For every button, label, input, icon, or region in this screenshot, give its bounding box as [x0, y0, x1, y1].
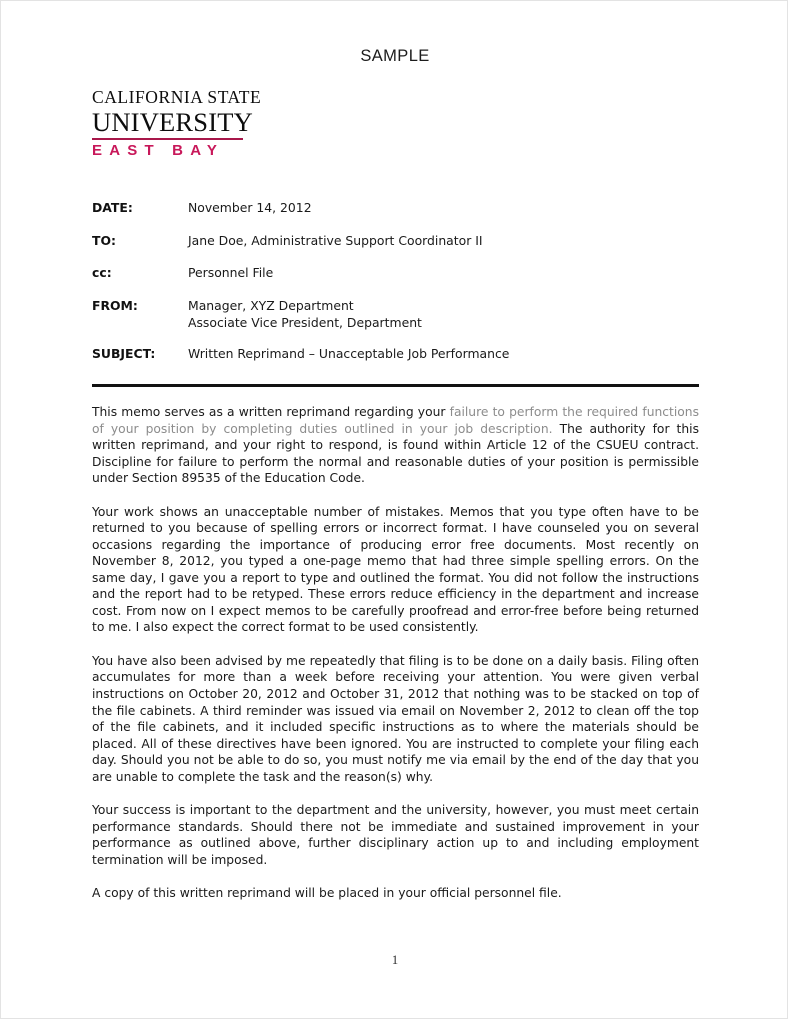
memo-value-from-line2: Associate Vice President, Department	[188, 314, 422, 330]
body-paragraph-5: A copy of this written reprimand will be placed in your official personnel file.	[92, 886, 562, 901]
memo-value-subject: Written Reprimand – Unacceptable Job Performance	[188, 345, 510, 361]
paragraph-1-gray-run: failure to perform the required functions of your position by completing duties outlined in your job description.	[92, 405, 700, 436]
sample-watermark-label: SAMPLE	[360, 47, 430, 65]
memo-value-to: Jane Doe, Administrative Support Coordinator II	[188, 232, 483, 248]
memo-row-from	[92, 298, 702, 331]
memo-body	[92, 404, 699, 902]
logo-line-california-state: CALIFORNIA STATE	[92, 87, 262, 107]
body-paragraph-1	[92, 404, 699, 487]
memo-row-cc	[92, 265, 702, 282]
paragraph-1-black-tail: The authority for this written reprimand, and your right to respond, is found within Article 12 of the CSUEU contract. Discipline for failure to perform the normal and reasonable duties of your position is permissible under Section 89535 of the Education Code.	[92, 421, 699, 486]
memo-label-date: DATE:	[92, 200, 133, 215]
memo-header-fields	[92, 200, 702, 378]
memo-row-date	[92, 200, 702, 217]
logo-line-university: UNIVERSITY	[92, 106, 253, 137]
logo-divider-rule	[92, 138, 243, 140]
logo-line-east-bay: EAST BAY	[92, 141, 225, 159]
memo-row-to	[92, 233, 702, 250]
memo-value-cc: Personnel File	[188, 265, 274, 281]
body-paragraph-2: Your work shows an unacceptable number of mistakes. Memos that you type often have to be returned to you because of spelling errors or incorrect format. I have counseled you on several occasions regarding the importance of producing error free documents. Most recently on November 8, 2012, you typed a one-page memo that had three simple spelling errors. On the same day, I gave you a report to type and outlined the format. You did not follow the instructions and the report had to be retyped. These errors reduce efficiency in the department and increase cost. From now on I expect memos to be carefully proofread and error-free before being returned to me. I also expect the correct format to be used consistently.	[92, 504, 699, 635]
memo-label-cc: cc:	[92, 265, 112, 281]
memo-value-from	[188, 298, 422, 331]
memo-value-from-line1: Manager, XYZ Department	[188, 298, 354, 314]
memo-value-date: November 14, 2012	[188, 200, 312, 215]
body-paragraph-3: You have also been advised by me repeatedly that filing is to be done on a daily basis. Filing often accumulates for more than a week before receiving your attention. You were given verbal instructions on October 20, 2012 and October 31, 2012 that nothing was to be stacked on top of the file cabinets. A third reminder was issued via email on November 2, 2012 to clean off the top of the file cabinets, and it included specific instructions as to where the materials should be placed. All of these directives have been ignored. You are instructed to complete your filing each day. Should you not be able to do so, you must notify me via email by the end of the day that you are unable to complete the task and the reason(s) why.	[92, 653, 699, 784]
memo-label-subject: SUBJECT:	[92, 345, 156, 361]
body-paragraph-4: Your success is important to the department and the university, however, you must meet certain performance standards. Should there not be immediate and sustained improvement in your performance as outlined above, further disciplinary action up to and including employment termination will be imposed.	[92, 803, 699, 867]
memo-label-from: FROM:	[92, 298, 138, 314]
university-logo	[92, 89, 292, 158]
header-body-divider-rule	[92, 384, 699, 387]
paragraph-1-black-lead: This memo serves as a written reprimand regarding your	[92, 405, 450, 419]
page-number: 1	[391, 953, 399, 967]
memo-label-to: TO:	[92, 232, 116, 248]
memo-row-subject	[92, 346, 702, 363]
